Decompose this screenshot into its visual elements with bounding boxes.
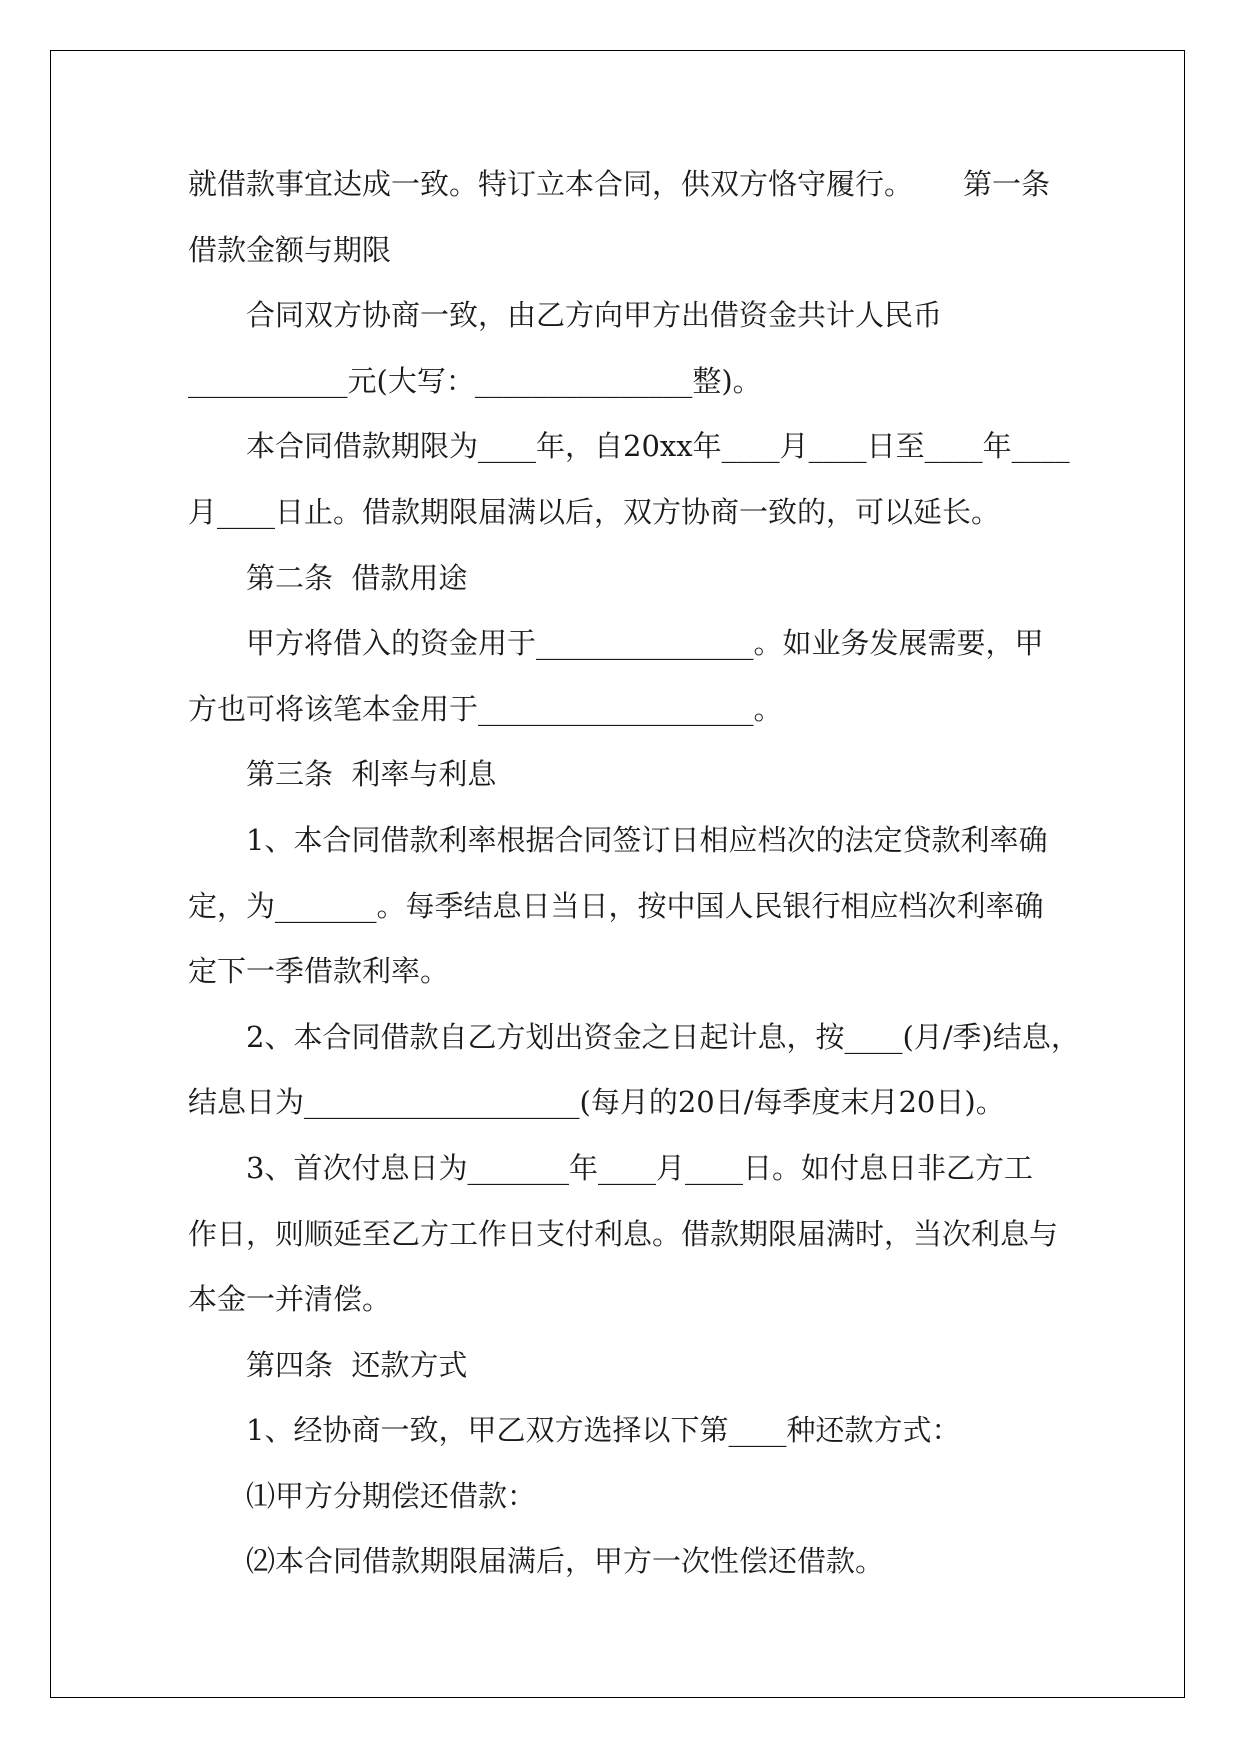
list-item: ⑴甲方分期偿还借款： (246, 1478, 537, 1513)
article-heading-inline: 第一条 (962, 167, 1050, 201)
paragraph-line: 1、本合同借款利率根据合同签订日相应档次的法定贷款利率确 (246, 822, 1048, 857)
article-heading: 第二条 借款用途 (246, 560, 468, 595)
paragraph-line: 甲方将借入的资金用于_______________。如业务发展需要，甲 (246, 626, 1044, 661)
paragraph-line: 定，为_______。每季结息日当日，按中国人民银行相应档次利率确 (188, 888, 1044, 923)
paragraph-line: 月____日止。借款期限届满以后，双方协商一致的，可以延长。 (188, 494, 1001, 529)
paragraph-line: 1、经协商一致，甲乙双方选择以下第____种还款方式： (246, 1413, 961, 1448)
paragraph-line: 合同双方协商一致，由乙方向甲方出借资金共计人民币 (246, 298, 943, 333)
text-line: 就借款事宜达成一致。特订立本合同，供双方恪守履行。 (188, 167, 914, 201)
article-heading: 第四条 还款方式 (246, 1347, 468, 1382)
document-body (188, 152, 1080, 1595)
paragraph-line: 定下一季借款利率。 (188, 954, 450, 989)
article-heading: 第三条 利率与利息 (246, 757, 497, 792)
paragraph-line: ___________元(大写：_______________整)。 (188, 363, 762, 398)
paragraph-line: 方也可将该笔本金用于___________________。 (188, 691, 783, 726)
paragraph-line: 2、本合同借款自乙方划出资金之日起计息，按____(月/季)结息， (246, 1019, 1080, 1054)
paragraph-line (188, 152, 1050, 218)
paragraph-line: 本金一并清偿。 (188, 1282, 392, 1317)
article-heading: 借款金额与期限 (188, 232, 392, 267)
list-item: ⑵本合同借款期限届满后，甲方一次性偿还借款。 (246, 1544, 885, 1579)
paragraph-line: 3、首次付息日为_______年____月____日。如付息日非乙方工 (246, 1150, 1033, 1185)
paragraph-line: 结息日为___________________(每月的20日/每季度末月20日)。 (188, 1085, 1005, 1120)
paragraph-line: 本合同借款期限为____年，自20xx年____月____日至____年____ (246, 429, 1070, 464)
paragraph-line: 作日，则顺延至乙方工作日支付利息。借款期限届满时，当次利息与 (188, 1216, 1059, 1251)
